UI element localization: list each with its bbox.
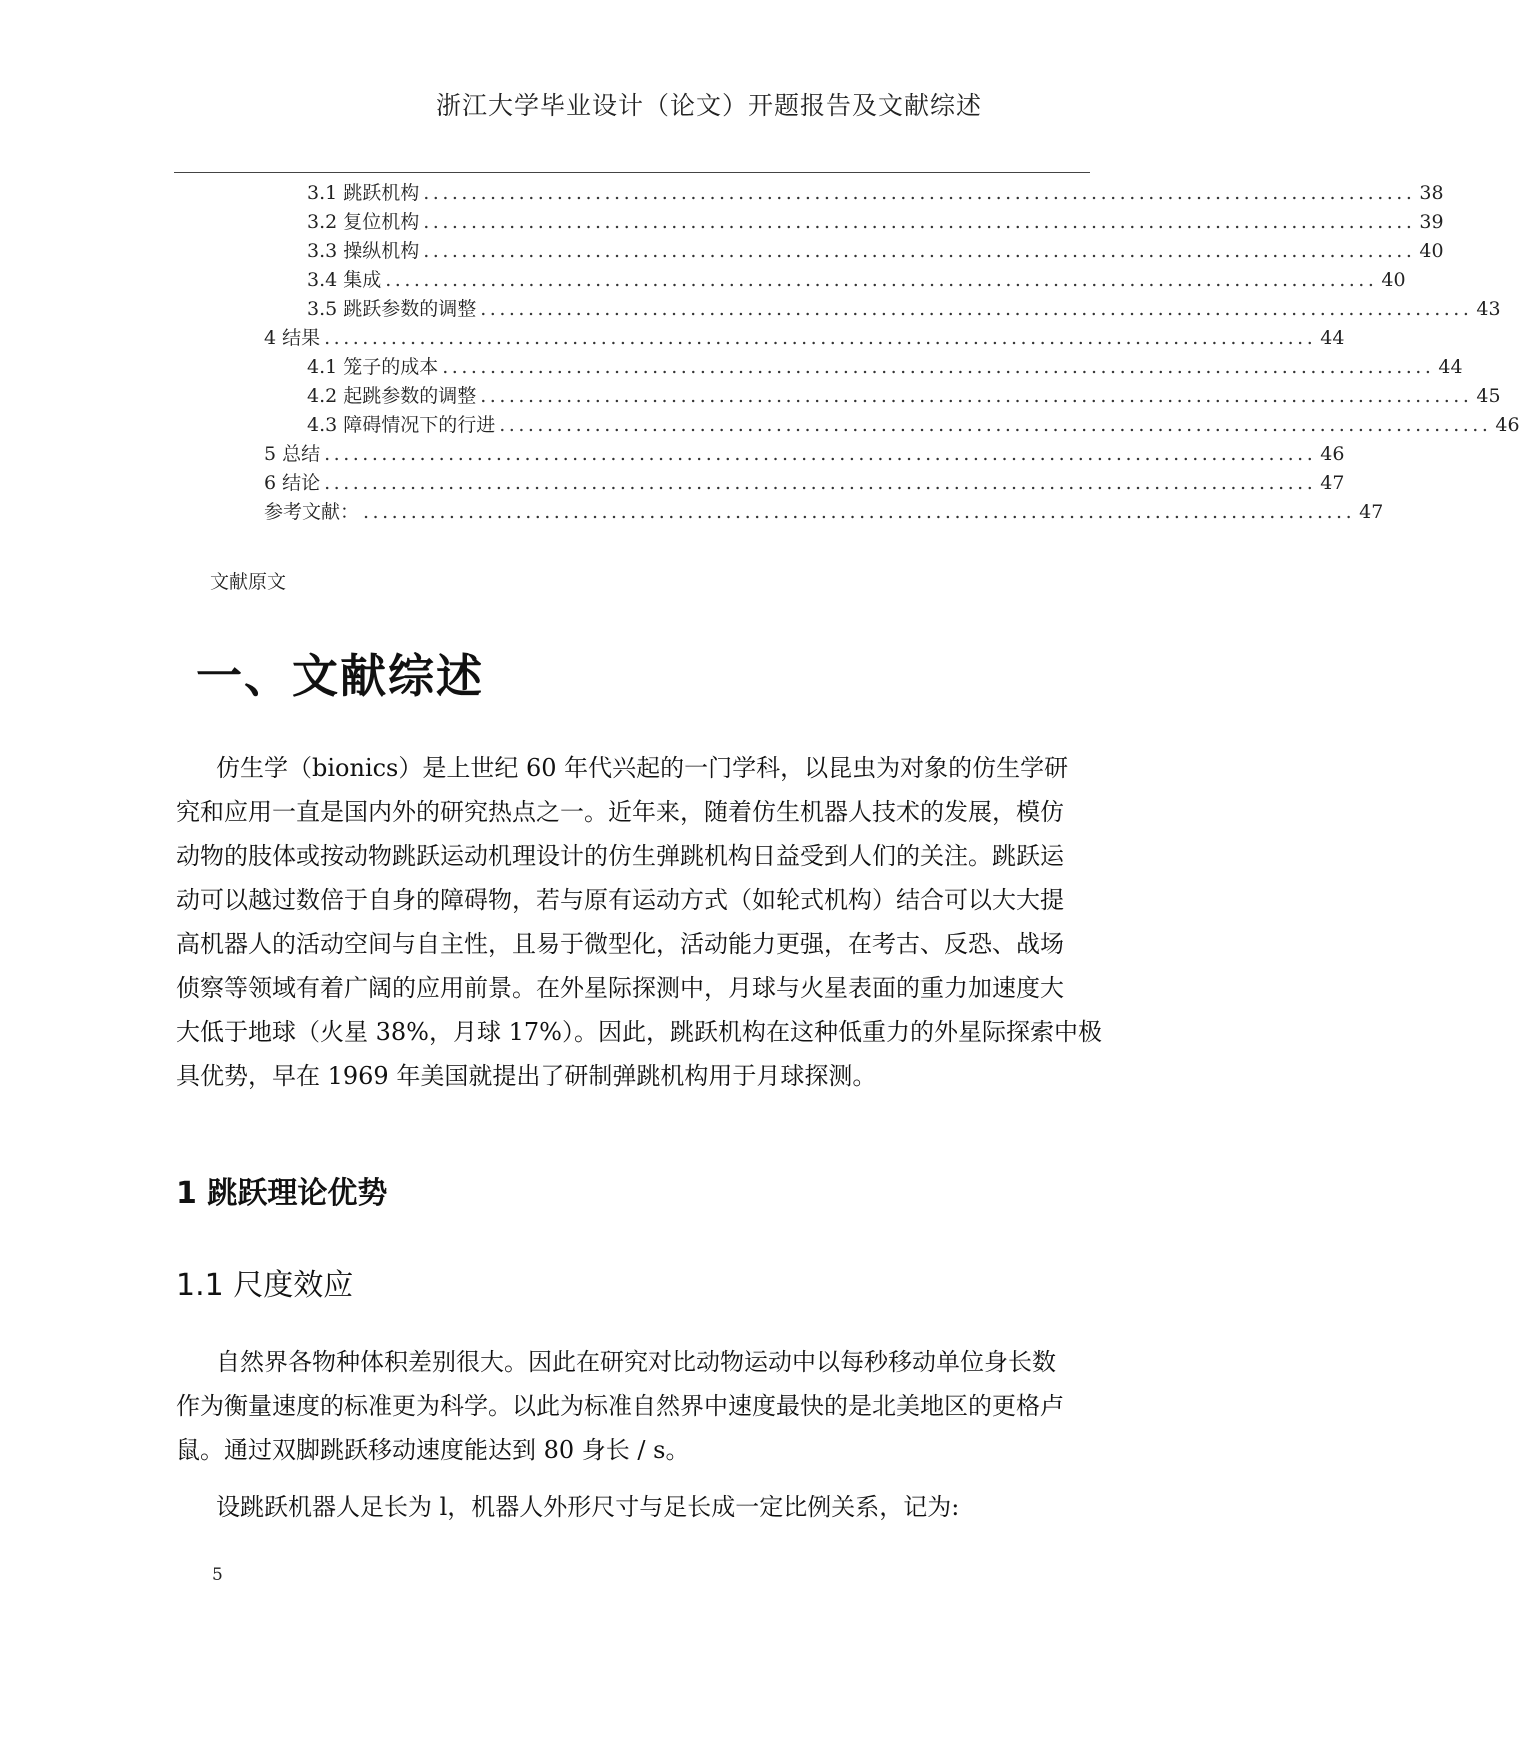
section-title: 一、文献综述 (196, 649, 484, 703)
paragraph-line: 作为衡量速度的标准更为科学。以此为标准自然界中速度最快的是北美地区的更格卢 (176, 1392, 1064, 1420)
toc-entry[interactable] (264, 468, 1345, 498)
toc-entry-page: 38 (1419, 182, 1444, 204)
subsubsection-title: 1.1 尺度效应 (176, 1268, 354, 1303)
toc-entry[interactable] (307, 207, 1444, 237)
toc-entry-label: 4.2 起跳参数的调整 (307, 385, 477, 407)
paragraph-line: 具优势，早在 1969 年美国就提出了研制弹跳机构用于月球探测。 (176, 1062, 877, 1090)
toc-entry-page: 46 (1320, 443, 1345, 465)
intro-paragraph (176, 746, 1102, 1098)
paragraph-line: 动可以越过数倍于自身的障碍物，若与原有运动方式（如轮式机构）结合可以大大提 (176, 886, 1064, 914)
toc-leader-dots: ........................................................................................................ (423, 240, 1416, 262)
toc-leader-dots: ........................................................................................................ (442, 356, 1435, 378)
toc-entry-label: 6 结论 (264, 472, 321, 494)
toc-entry-page: 46 (1495, 414, 1520, 436)
toc-entry-label: 3.3 操纵机构 (307, 240, 420, 262)
toc-entry[interactable] (307, 236, 1444, 266)
toc-entry-label: 3.2 复位机构 (307, 211, 420, 233)
toc-entry-label: 参考文献： (264, 501, 360, 523)
toc-leader-dots: ........................................................................................................ (324, 443, 1317, 465)
paragraph-line: 仿生学（bionics）是上世纪 60 年代兴起的一门学科，以昆虫为对象的仿生学研 (216, 754, 1069, 782)
toc-entry[interactable] (307, 178, 1444, 208)
page-header: 浙江大学毕业设计（论文）开题报告及文献综述 (436, 91, 983, 120)
header-divider (174, 172, 1090, 173)
toc-entry[interactable] (307, 265, 1406, 295)
paragraph-line: 究和应用一直是国内外的研究热点之一。近年来，随着仿生机器人技术的发展，模仿 (176, 798, 1064, 826)
toc-leader-dots: ........................................................................................................ (423, 182, 1416, 204)
toc-entry-label: 3.1 跳跃机构 (307, 182, 420, 204)
toc-entry-page: 44 (1320, 327, 1345, 349)
toc-leader-dots: ........................................................................................................ (385, 269, 1378, 291)
toc-entry[interactable] (307, 410, 1520, 440)
toc-entry-page: 47 (1320, 472, 1345, 494)
toc-leader-dots: ........................................................................................................ (480, 385, 1473, 407)
paragraph-line: 鼠。通过双脚跳跃移动速度能达到 80 身长 / s。 (176, 1436, 690, 1464)
toc-leader-dots: ........................................................................................................ (480, 298, 1473, 320)
toc-entry-page: 43 (1476, 298, 1501, 320)
subsection-title: 1 跳跃理论优势 (176, 1176, 388, 1211)
paragraph-line: 大低于地球（火星 38%，月球 17%）。因此，跳跃机构在这种低重力的外星际探索中极 (176, 1018, 1102, 1046)
toc-leader-dots: ........................................................................................................ (423, 211, 1416, 233)
toc-entry-page: 47 (1359, 501, 1384, 523)
toc-entry[interactable] (307, 352, 1463, 382)
toc-entry-page: 44 (1438, 356, 1463, 378)
toc-entry-page: 39 (1419, 211, 1444, 233)
paragraph-line: 高机器人的活动空间与自主性，且易于微型化，活动能力更强，在考古、反恐、战场 (176, 930, 1064, 958)
paragraph-line: 设跳跃机器人足长为 l，机器人外形尺寸与足长成一定比例关系，记为: (216, 1493, 960, 1521)
toc-trailing-entry: 文献原文 (210, 571, 287, 593)
paragraph-line: 动物的肢体或按动物跳跃运动机理设计的仿生弹跳机构日益受到人们的关注。跳跃运 (176, 842, 1064, 870)
toc-entry[interactable] (264, 497, 1384, 527)
page-number: 5 (212, 1565, 223, 1585)
paragraph-line: 侦察等领域有着广阔的应用前景。在外星际探测中，月球与火星表面的重力加速度大 (176, 974, 1064, 1002)
toc-entry-label: 3.4 集成 (307, 269, 382, 291)
toc-entry-page: 45 (1476, 385, 1501, 407)
toc-entry[interactable] (264, 439, 1345, 469)
formula-intro-paragraph (176, 1485, 1092, 1529)
toc-entry-label: 4.1 笼子的成本 (307, 356, 439, 378)
toc-entry-label: 4.3 障碍情况下的行进 (307, 414, 496, 436)
toc-entry-label: 4 结果 (264, 327, 321, 349)
toc-entry-page: 40 (1419, 240, 1444, 262)
toc-entry-label: 3.5 跳跃参数的调整 (307, 298, 477, 320)
toc-leader-dots: ........................................................................................................ (363, 501, 1356, 523)
toc-leader-dots: ........................................................................................................ (499, 414, 1492, 436)
paragraph-line: 自然界各物种体积差别很大。因此在研究对比动物运动中以每秒移动单位身长数 (216, 1348, 1056, 1376)
toc-leader-dots: ........................................................................................................ (324, 327, 1317, 349)
toc-entry[interactable] (307, 294, 1501, 324)
toc-entry[interactable] (264, 323, 1345, 353)
toc-entry[interactable] (307, 381, 1501, 411)
toc-entry-label: 5 总结 (264, 443, 321, 465)
scale-effect-paragraph (176, 1340, 1092, 1472)
toc-leader-dots: ........................................................................................................ (324, 472, 1317, 494)
toc-entry-page: 40 (1381, 269, 1406, 291)
